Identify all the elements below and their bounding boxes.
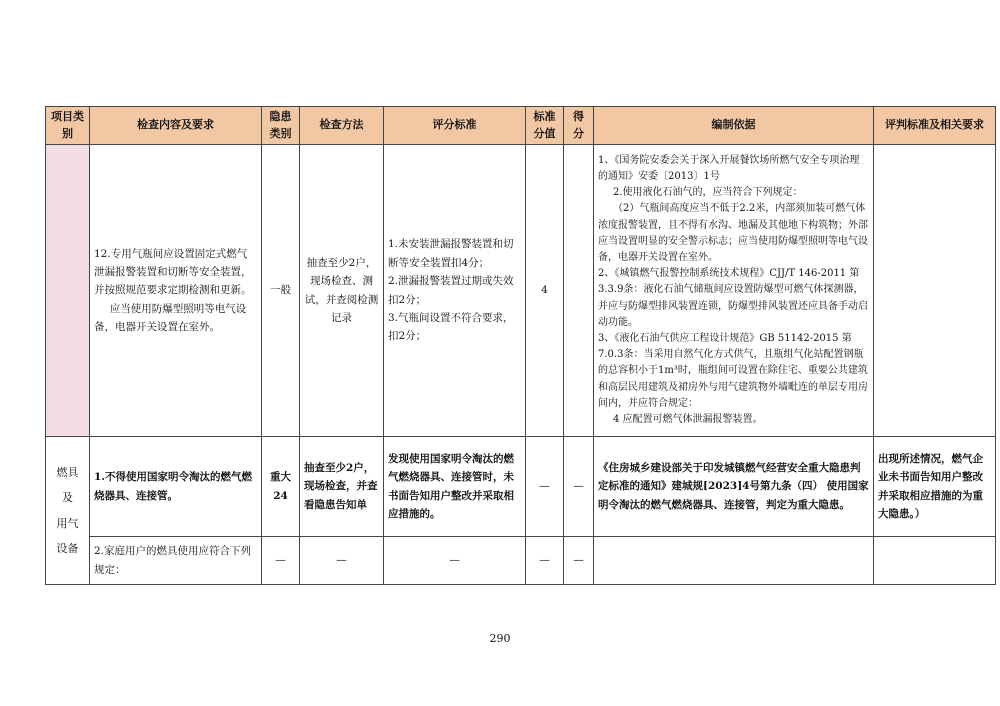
- row2a-eval: 出现所述情况，燃气企业未书面告知用户整改并采取相应措施的为重大隐患。）: [874, 437, 996, 537]
- section2-category: [46, 437, 90, 585]
- header-criteria: 评分标准: [384, 107, 526, 145]
- row1-method: 抽查至少2户，现场检查、测试，并查阅检测记录: [300, 145, 384, 437]
- row1-category: [46, 145, 90, 437]
- row1-score: [564, 145, 594, 437]
- row2a-hazard: 重大24: [262, 437, 300, 537]
- table-row: [46, 145, 996, 437]
- row2b-method: —: [300, 537, 384, 585]
- row2a-score: —: [564, 437, 594, 537]
- header-content: 检查内容及要求: [90, 107, 262, 145]
- basis-line-1: 1、《国务院安委会关于深入开展餐饮场所燃气安全专项治理的通知》安委〔2013〕1号: [598, 154, 860, 183]
- header-eval: 评判标准及相关要求: [874, 107, 996, 145]
- header-hazard: 隐患类别: [262, 107, 300, 145]
- row1-criteria-3: 3.气瓶间设置不符合要求，扣2分；: [388, 311, 514, 343]
- header-score-value: 标准分值: [526, 107, 564, 145]
- header-score: 得分: [564, 107, 594, 145]
- row2b-hazard: —: [262, 537, 300, 585]
- row2a-method: 抽查至少2户，现场检查，并查看隐患告知单: [300, 437, 384, 537]
- inspection-table: [45, 106, 996, 585]
- row2b-content: 2.家庭用户的燃具使用应符合下列规定：: [90, 537, 262, 585]
- row2b-score: —: [564, 537, 594, 585]
- header-method: 检查方法: [300, 107, 384, 145]
- category-line-1: 燃具: [56, 465, 79, 479]
- row1-criteria-2: 2.泄漏报警装置过期或失效扣2分；: [388, 275, 514, 306]
- table-header-row: [46, 107, 996, 145]
- row1-criteria: [384, 145, 526, 437]
- category-line-4: 设备: [56, 541, 79, 555]
- row1-content-p2: 应当使用防爆型照明等电气设备，电器开关设置在室外。: [94, 302, 247, 334]
- row1-score-value: 4: [526, 145, 564, 437]
- basis-line-5: 3、《液化石油气供应工程设计规范》GB 51142-2015 第7.0.3条：当采用自然气化方式供气，且瓶组气化站配置钢瓶的总容积小于1m³时，瓶组间可设置在除住宅、重要公共建筑和高层民用建筑及裙房外与用气建筑物外墙毗连的单层专用房间内，并应符合规定：: [598, 332, 868, 409]
- row1-hazard: 一般: [262, 145, 300, 437]
- row2a-criteria: 发现使用国家明令淘汰的燃气燃烧器具、连接管时，未书面告知用户整改并采取相应措施的。: [384, 437, 526, 537]
- row1-content-p1: 12.专用气瓶间应设置固定式燃气泄漏报警装置和切断等安全装置，并按照规范要求定期检测和更新。: [94, 247, 252, 297]
- basis-line-2: 2.使用液化石油气的，应当符合下列规定：: [613, 187, 803, 199]
- row2b-score-value: —: [526, 537, 564, 585]
- header-category: 项目类别: [46, 107, 90, 145]
- row1-content: [90, 145, 262, 437]
- category-line-2: 及: [62, 491, 73, 505]
- row1-criteria-1: 1.未安装泄漏报警装置和切断等安全装置扣4分；: [388, 238, 514, 269]
- row1-basis: [594, 145, 874, 437]
- row2b-criteria: —: [384, 537, 526, 585]
- table-row: [46, 437, 996, 537]
- row2a-score-value: —: [526, 437, 564, 537]
- category-line-3: 用气: [56, 516, 79, 530]
- header-basis: 编制依据: [594, 107, 874, 145]
- row1-eval: [874, 145, 996, 437]
- basis-line-6: 4 应配置可燃气体泄漏报警装置。: [613, 413, 763, 425]
- row2a-basis: 《住房城乡建设部关于印发城镇燃气经营安全重大隐患判定标准的通知》建城规[2023]4号第九条（四） 使用国家明令淘汰的燃气燃烧器具、连接管，判定为重大隐患。: [594, 437, 874, 537]
- basis-line-4: 2、《城镇燃气报警控制系统技术规程》CJJ/T 146-2011 第3.3.9条：液化石油气储瓶间应设置防爆型可燃气体探测器，并应与防爆型排风装置连锁，防爆型排风装置还应具备手动启动功能。: [598, 268, 868, 328]
- page-number: 290: [489, 632, 511, 645]
- basis-line-3: （2）气瓶间高度应当不低于2.2米，内部须加装可燃气体浓度报警装置，且不得有水沟、地漏及其他地下构筑物；外部应当设置明显的安全警示标志；应当使用防爆型照明等电气设备，电器开关设置在室外。: [598, 203, 868, 264]
- row2b-eval: [874, 537, 996, 585]
- row2b-basis: [594, 537, 874, 585]
- table-row: [46, 537, 996, 585]
- row2a-content: 1.不得使用国家明令淘汰的燃气燃烧器具、连接管。: [90, 437, 262, 537]
